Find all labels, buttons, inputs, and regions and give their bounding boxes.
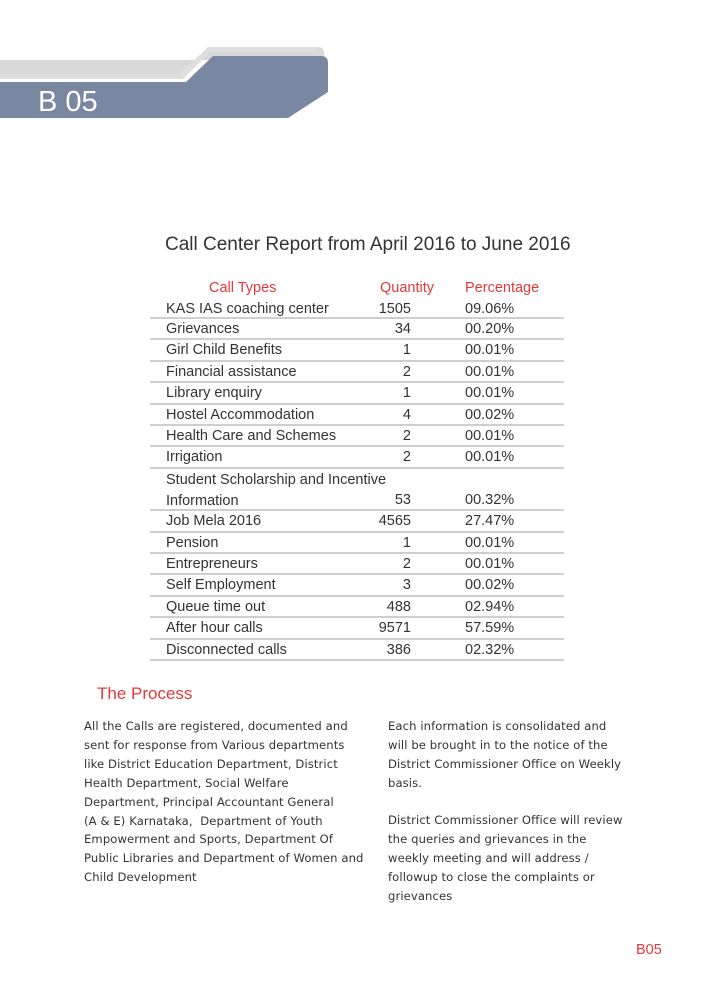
paragraph-line: sent for response from Various departments bbox=[84, 737, 345, 752]
quantity: 2 bbox=[402, 427, 411, 444]
quantity: 2 bbox=[402, 556, 411, 573]
call-type: Grievances bbox=[166, 321, 240, 337]
table-row bbox=[150, 511, 564, 532]
call-type: Self Employment bbox=[166, 577, 276, 594]
paragraph-line: the queries and grievances in the bbox=[388, 831, 587, 846]
quantity: 2 bbox=[402, 449, 411, 466]
quantity: 2 bbox=[402, 363, 411, 380]
column-header-call-types: Call Types bbox=[209, 280, 277, 296]
call-type: After hour calls bbox=[166, 620, 263, 637]
quantity: 1505 bbox=[378, 301, 411, 317]
percentage: 02.94% bbox=[465, 598, 515, 615]
paragraph-line: District Commissioner Office on Weekly bbox=[388, 756, 622, 771]
percentage: 57.59% bbox=[465, 620, 515, 637]
quantity: 53 bbox=[394, 491, 411, 508]
paragraph-line: Child Development bbox=[84, 870, 197, 885]
paragraph-line: All the Calls are registered, documented and bbox=[84, 719, 348, 733]
table-row bbox=[150, 554, 564, 575]
process-paragraph-right-1 bbox=[388, 717, 648, 793]
table-row bbox=[150, 383, 564, 404]
call-type-line-2: Information bbox=[166, 493, 239, 510]
percentage: 00.20% bbox=[465, 321, 515, 337]
call-type-line-1: Student Scholarship and Incentive bbox=[166, 471, 387, 488]
quantity: 386 bbox=[386, 641, 411, 658]
paragraph-line: Each information is consolidated and bbox=[388, 719, 607, 733]
percentage: 00.32% bbox=[465, 491, 515, 508]
call-type: Job Mela 2016 bbox=[166, 513, 262, 530]
paragraph-line: basis. bbox=[388, 775, 423, 790]
quantity: 9571 bbox=[378, 620, 411, 637]
call-type: Hostel Accommodation bbox=[166, 406, 315, 423]
percentage: 00.01% bbox=[465, 427, 515, 444]
table-row bbox=[150, 597, 564, 618]
call-type: Library enquiry bbox=[166, 385, 262, 402]
paragraph-line: followup to close the complaints or bbox=[388, 869, 595, 884]
quantity: 1 bbox=[402, 534, 411, 551]
quantity: 3 bbox=[402, 577, 411, 594]
percentage: 00.01% bbox=[465, 385, 515, 402]
percentage: 09.06% bbox=[465, 301, 515, 317]
paragraph-line: Health Department, Social Welfare bbox=[84, 775, 289, 790]
percentage: 00.01% bbox=[465, 534, 515, 551]
table-row bbox=[150, 426, 564, 447]
percentage: 02.32% bbox=[465, 641, 515, 658]
percentage: 00.01% bbox=[465, 449, 515, 466]
percentage: 00.01% bbox=[465, 363, 515, 380]
page-number: B05 bbox=[636, 942, 662, 958]
percentage: 00.02% bbox=[465, 577, 515, 594]
call-type: Health Care and Schemes bbox=[166, 427, 337, 444]
paragraph-line: Public Libraries and Department of Women and bbox=[84, 851, 364, 866]
table-row bbox=[150, 618, 564, 639]
table-row bbox=[150, 319, 564, 340]
call-type: Entrepreneurs bbox=[166, 556, 258, 573]
table-row bbox=[150, 469, 564, 512]
quantity: 488 bbox=[386, 598, 411, 615]
table-header bbox=[150, 278, 564, 299]
table-row bbox=[150, 299, 564, 319]
table-row bbox=[150, 340, 564, 361]
table-row bbox=[150, 447, 564, 468]
paragraph-line: Department, Principal Accountant General bbox=[84, 794, 334, 809]
section-banner bbox=[0, 0, 340, 125]
call-type: Girl Child Benefits bbox=[166, 342, 283, 359]
call-type: Disconnected calls bbox=[166, 641, 287, 658]
quantity: 4 bbox=[402, 406, 411, 423]
call-type: Queue time out bbox=[166, 598, 266, 615]
percentage: 27.47% bbox=[465, 513, 515, 530]
table-row bbox=[150, 575, 564, 596]
paragraph-line: District Commissioner Office will review bbox=[388, 813, 623, 827]
percentage: 00.02% bbox=[465, 406, 515, 423]
column-header-percentage: Percentage bbox=[465, 280, 540, 296]
paragraph-line: weekly meeting and will address / bbox=[388, 850, 589, 865]
call-type: KAS IAS coaching center bbox=[166, 301, 329, 317]
paragraph-line: Empowerment and Sports, Department Of bbox=[84, 832, 334, 847]
quantity: 1 bbox=[402, 385, 411, 402]
call-type: Financial assistance bbox=[166, 363, 297, 380]
call-report-table bbox=[150, 278, 564, 661]
table-row bbox=[150, 640, 564, 661]
table-row bbox=[150, 405, 564, 426]
process-heading: The Process bbox=[97, 684, 193, 703]
percentage: 00.01% bbox=[465, 556, 515, 573]
process-paragraph-left bbox=[84, 717, 374, 887]
paragraph-line: like District Education Department, District bbox=[84, 756, 338, 771]
paragraph-line: grievances bbox=[388, 888, 453, 903]
quantity: 34 bbox=[394, 321, 411, 337]
column-header-quantity: Quantity bbox=[380, 280, 434, 296]
call-type: Irrigation bbox=[166, 449, 223, 466]
table-row bbox=[150, 362, 564, 383]
report-title: Call Center Report from April 2016 to June 2016 bbox=[165, 234, 571, 255]
call-type: Pension bbox=[166, 534, 219, 551]
quantity: 4565 bbox=[378, 513, 411, 530]
quantity: 1 bbox=[402, 342, 411, 359]
percentage: 00.01% bbox=[465, 342, 515, 359]
table-row bbox=[150, 533, 564, 554]
paragraph-line: (A & E) Karnataka, Department of Youth bbox=[84, 813, 323, 828]
section-label: B 05 bbox=[38, 86, 98, 118]
process-paragraph-right-2 bbox=[388, 811, 648, 906]
call-type bbox=[166, 470, 386, 513]
paragraph-line: will be brought in to the notice of the bbox=[388, 737, 608, 752]
